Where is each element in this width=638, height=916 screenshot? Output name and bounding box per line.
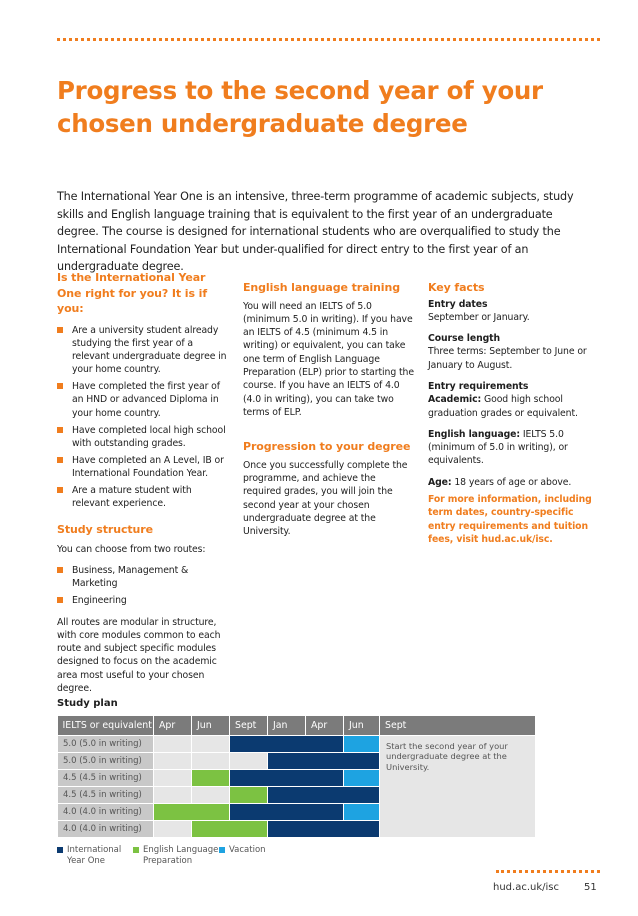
legend-swatch	[219, 847, 225, 853]
intro-paragraph: The International Year One is an intensive, three-term programme of academic subjects, study skills and English language training that is equivalent to the first year of an undergraduate degree. The course is designed for international students who are overqualified to study the International Foundation Year but under-qualified for direct entry to the first year of an undergraduate degree.	[57, 190, 574, 274]
header-sept: Sept	[230, 716, 268, 735]
year-one-bar	[268, 752, 380, 769]
row-label: 4.5 (4.5 in writing)	[58, 769, 154, 786]
column-eligibility	[57, 270, 231, 695]
year-one-bar	[268, 786, 380, 803]
age-value: 18 years of age or above.	[454, 476, 572, 488]
age-fact	[428, 476, 604, 489]
english-training-text: You will need an IELTS of 5.0 (minimum 5.0 in writing). If you have an IELTS of 4.5 (minimum 4.5 in writing) or equivalent, you can take one term of English Language Preparation (ELP) prior to starting the course. If you have an IELTS of 4.0 (4.0 in writing), you can take two terms of ELP.	[243, 300, 414, 418]
elp-bar	[192, 820, 268, 837]
study-plan-label: Study plan	[57, 698, 118, 709]
study-plan-table	[57, 716, 536, 838]
footer-url: hud.ac.uk/isc	[493, 882, 559, 893]
list-item: Have completed local high school with outstanding grades.	[57, 424, 231, 451]
entry-dates-label: Entry dates	[428, 298, 488, 310]
age-label: Age:	[428, 476, 452, 488]
header-ielts: IELTS or equivalent	[58, 716, 154, 735]
eligibility-list	[57, 324, 231, 511]
academic-value: Good high school graduation grades or equivalent.	[428, 394, 578, 419]
year-one-bar	[268, 820, 380, 837]
elp-bar	[154, 803, 230, 820]
list-item: Have completed an A Level, IB or International Foundation Year.	[57, 454, 231, 481]
course-length-value: Three terms: September to June or January to August.	[428, 346, 587, 371]
course-length-label: Course length	[428, 333, 501, 345]
vacation-bar	[344, 735, 380, 752]
entry-requirements-label: Entry requirements	[428, 380, 529, 392]
english-language-fact	[428, 428, 604, 468]
footer-dotted-rule	[496, 870, 600, 873]
key-facts-heading: Key facts	[428, 281, 485, 294]
empty-cell	[154, 752, 192, 769]
empty-cell	[192, 786, 230, 803]
header-jun: Jun	[192, 716, 230, 735]
top-dotted-rule	[57, 38, 600, 41]
header-sept-2: Sept	[380, 716, 536, 735]
study-structure-heading: Study structure	[57, 523, 153, 537]
eligibility-heading: Is the International Year One right for you? It is if you:	[57, 271, 208, 315]
legend-label: English Language Preparation	[143, 845, 219, 866]
study-structure-note: All routes are modular in structure, with core modules common to each route and subject specific modules designed to focus on the academic area most useful to your chosen degree.	[57, 616, 221, 695]
column-english	[243, 280, 415, 538]
empty-cell	[154, 769, 192, 786]
progression-heading: Progression to your degree	[243, 440, 411, 454]
header-apr: Apr	[154, 716, 192, 735]
legend-swatch	[133, 847, 139, 853]
empty-cell	[154, 786, 192, 803]
header-jan: Jan	[268, 716, 306, 735]
empty-cell	[154, 820, 192, 837]
legend-year-one	[57, 845, 127, 867]
entry-requirements-fact	[428, 380, 604, 420]
row-label: 5.0 (5.0 in writing)	[58, 735, 154, 752]
year-one-bar	[230, 803, 344, 820]
year-one-bar	[230, 769, 344, 786]
header-apr-2: Apr	[306, 716, 344, 735]
english-training-heading: English language training	[243, 281, 400, 294]
legend-label: Vacation	[229, 845, 266, 855]
header-jun-2: Jun	[344, 716, 380, 735]
legend-vacation	[219, 845, 289, 856]
table-header-row	[58, 716, 536, 735]
page-number: 51	[584, 882, 597, 893]
row-label: 4.0 (4.0 in writing)	[58, 820, 154, 837]
empty-cell	[154, 735, 192, 752]
study-structure-intro: You can choose from two routes:	[57, 543, 206, 555]
english-language-value: IELTS 5.0 (minimum of 5.0 in writing), or equivalents.	[428, 428, 568, 467]
second-year-note: Start the second year of your undergraduate degree at the University.	[380, 735, 536, 837]
legend-swatch	[57, 847, 63, 853]
elp-bar	[230, 786, 268, 803]
academic-label: Academic:	[428, 394, 482, 406]
course-length-fact	[428, 332, 604, 372]
table-row	[58, 735, 536, 752]
list-item: Are a mature student with relevant experience.	[57, 484, 231, 511]
page-title: Progress to the second year of your chosen undergraduate degree	[57, 76, 543, 138]
row-label: 5.0 (5.0 in writing)	[58, 752, 154, 769]
entry-dates-fact	[428, 298, 604, 325]
legend-label: International Year One	[67, 845, 122, 866]
elp-bar	[192, 769, 230, 786]
entry-dates-value: September or January.	[428, 311, 530, 323]
english-language-label: English language:	[428, 428, 520, 440]
column-key-facts	[428, 280, 604, 546]
empty-cell	[230, 752, 268, 769]
list-item: Business, Management & Marketing	[57, 564, 231, 591]
routes-list	[57, 564, 231, 607]
empty-cell	[192, 752, 230, 769]
row-label: 4.0 (4.0 in writing)	[58, 803, 154, 820]
list-item: Have completed the first year of an HND or advanced Diploma in your home country.	[57, 380, 231, 420]
progression-text: Once you successfully complete the programme, and achieve the required grades, you will join the second year at your chosen undergraduate degree at the University.	[243, 459, 408, 538]
year-one-bar	[230, 735, 344, 752]
list-item: Are a university student already studying the first year of a relevant undergraduate degree in your home country.	[57, 324, 231, 377]
row-label: 4.5 (4.5 in writing)	[58, 786, 154, 803]
vacation-bar	[344, 769, 380, 786]
vacation-bar	[344, 803, 380, 820]
empty-cell	[192, 735, 230, 752]
legend-elp	[133, 845, 219, 867]
more-info-text: For more information, including term dates, country-specific entry requirements and tuition fees, visit hud.ac.uk/isc.	[428, 494, 592, 545]
list-item: Engineering	[57, 594, 231, 607]
